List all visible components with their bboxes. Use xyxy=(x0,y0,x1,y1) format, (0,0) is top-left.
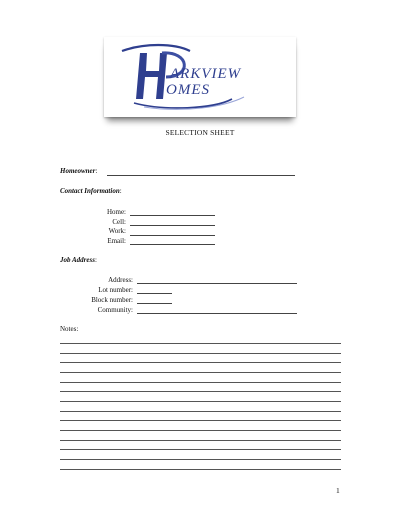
work-phone-label: Work: xyxy=(108,227,126,235)
company-logo xyxy=(104,37,296,117)
community-line[interactable] xyxy=(137,313,297,314)
cell-phone-line[interactable] xyxy=(130,225,215,226)
notes-line[interactable] xyxy=(60,391,341,392)
homeowner-line[interactable] xyxy=(107,175,295,176)
notes-label: Notes: xyxy=(60,325,79,333)
contact-information-label xyxy=(60,187,122,195)
email-line[interactable] xyxy=(130,244,215,245)
homeowner-label-text: Homeowner xyxy=(60,167,96,175)
notes-line[interactable] xyxy=(60,469,341,470)
address-line[interactable] xyxy=(137,283,297,284)
community-label: Community: xyxy=(97,306,133,314)
home-phone-line[interactable] xyxy=(130,215,215,216)
job-label-text: Job Address xyxy=(60,256,95,264)
notes-line[interactable] xyxy=(60,440,341,441)
address-label: Address: xyxy=(108,276,133,284)
document-title: SELECTION SHEET xyxy=(165,128,235,137)
lot-number-line[interactable] xyxy=(137,293,172,294)
notes-line[interactable] xyxy=(60,459,341,460)
block-number-line[interactable] xyxy=(137,303,172,304)
home-phone-label: Home: xyxy=(106,208,126,216)
email-label: Email: xyxy=(107,237,126,245)
contact-label-text: Contact Information xyxy=(60,187,120,195)
notes-line[interactable] xyxy=(60,372,341,373)
notes-line[interactable] xyxy=(60,353,341,354)
job-address-label xyxy=(60,256,97,264)
notes-line[interactable] xyxy=(60,401,341,402)
notes-line[interactable] xyxy=(60,430,341,431)
notes-line[interactable] xyxy=(60,362,341,363)
parkview-homes-logo-graphic xyxy=(104,37,296,117)
contact-label-colon: : xyxy=(119,187,122,195)
block-number-label: Block number: xyxy=(91,296,133,304)
logo-text-line1: ARKVIEW xyxy=(170,66,242,82)
notes-line[interactable] xyxy=(60,420,341,421)
notes-line[interactable] xyxy=(60,343,341,344)
homeowner-label-colon: : xyxy=(95,167,98,175)
page-number: 1 xyxy=(336,486,340,495)
notes-line[interactable] xyxy=(60,382,341,383)
notes-line[interactable] xyxy=(60,449,341,450)
lot-number-label: Lot number: xyxy=(98,286,133,294)
cell-phone-label: Cell: xyxy=(112,218,126,226)
notes-line[interactable] xyxy=(60,411,341,412)
logo-text-line2: OMES xyxy=(166,82,210,98)
homeowner-label xyxy=(60,167,97,175)
job-label-colon: : xyxy=(94,256,97,264)
work-phone-line[interactable] xyxy=(130,235,215,236)
